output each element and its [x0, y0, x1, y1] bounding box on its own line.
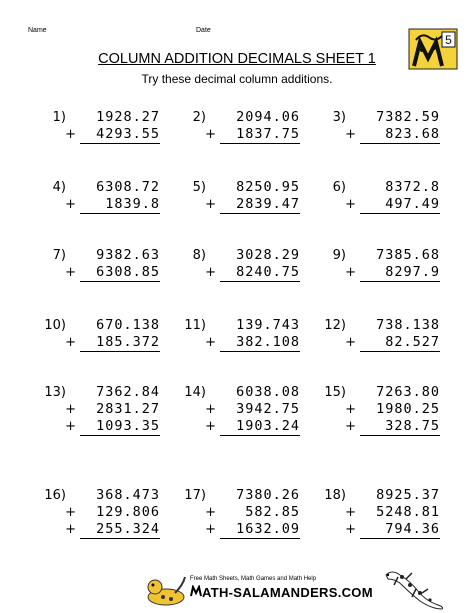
plus-sign-icon: +	[345, 265, 356, 280]
plus-sign-icon: +	[205, 265, 216, 280]
addend-value: 1632.09	[236, 521, 300, 537]
problem-number: 8)	[192, 248, 206, 263]
plus-sign-icon: +	[345, 522, 356, 537]
problem-number: 10)	[44, 318, 66, 333]
problem-15	[290, 385, 440, 475]
addend-value: 8297.9	[385, 264, 440, 280]
addend-line	[290, 401, 440, 419]
plus-sign-icon: +	[345, 335, 356, 350]
answer-line	[220, 435, 300, 436]
plus-sign-icon: +	[205, 419, 216, 434]
addend-line	[10, 126, 160, 144]
addend-line	[10, 521, 160, 539]
answer-line	[360, 351, 440, 352]
addend-value: 3028.29	[236, 247, 300, 263]
addend-value: 129.806	[96, 504, 160, 520]
addend-value: 8925.37	[376, 487, 440, 503]
problem-number: 3)	[332, 110, 346, 125]
problem-number: 9)	[332, 248, 346, 263]
addend-value: 382.108	[236, 334, 300, 350]
addend-value: 328.75	[385, 418, 440, 434]
addend-value: 4293.55	[96, 126, 160, 142]
addend-value: 185.372	[96, 334, 160, 350]
addend-value: 1980.25	[376, 401, 440, 417]
problem-number: 13)	[44, 385, 66, 400]
footer-salamander-icon	[145, 573, 187, 607]
addend-value: 9382.63	[96, 247, 160, 263]
plus-sign-icon: +	[205, 127, 216, 142]
addend-value: 6038.08	[236, 384, 300, 400]
addend-value: 823.68	[385, 126, 440, 142]
addend-value: 7382.59	[376, 109, 440, 125]
addend-value: 368.473	[96, 487, 160, 503]
problem-number: 1)	[52, 110, 66, 125]
addend-line	[150, 247, 300, 265]
plus-sign-icon: +	[345, 419, 356, 434]
addend-value: 2831.27	[96, 401, 160, 417]
problem-14	[150, 385, 300, 475]
addend-line	[290, 521, 440, 539]
addend-value: 6308.72	[96, 179, 160, 195]
answer-line	[220, 281, 300, 282]
problem-number: 12)	[324, 318, 346, 333]
plus-sign-icon: +	[345, 505, 356, 520]
addend-line	[290, 179, 440, 197]
addend-line	[150, 334, 300, 352]
addend-line	[290, 126, 440, 144]
addend-value: 670.138	[96, 317, 160, 333]
answer-line	[80, 351, 160, 352]
addend-value: 5248.81	[376, 504, 440, 520]
page-subtitle: Try these decimal column additions.	[141, 72, 333, 86]
answer-line	[80, 213, 160, 214]
addend-line	[150, 521, 300, 539]
addend-line	[150, 109, 300, 127]
plus-sign-icon: +	[205, 335, 216, 350]
answer-line	[80, 435, 160, 436]
addend-value: 7263.80	[376, 384, 440, 400]
addend-line	[150, 401, 300, 419]
answer-line	[360, 213, 440, 214]
answer-line	[220, 538, 300, 539]
addend-value: 582.85	[245, 504, 300, 520]
addend-value: 2094.06	[236, 109, 300, 125]
logo-badge-number: 5	[445, 33, 452, 47]
addend-value: 139.743	[236, 317, 300, 333]
addend-line	[290, 504, 440, 522]
addend-line	[10, 334, 160, 352]
plus-sign-icon: +	[205, 522, 216, 537]
answer-line	[80, 143, 160, 144]
addend-line	[150, 264, 300, 282]
addend-line	[10, 418, 160, 436]
brand-m-icon	[190, 585, 202, 597]
addend-line	[10, 196, 160, 214]
addend-line	[150, 384, 300, 402]
addend-value: 1903.24	[236, 418, 300, 434]
plus-sign-icon: +	[345, 197, 356, 212]
addend-value: 1093.35	[96, 418, 160, 434]
addend-line	[10, 384, 160, 402]
addend-value: 497.49	[385, 196, 440, 212]
plus-sign-icon: +	[65, 335, 76, 350]
answer-line	[360, 435, 440, 436]
addend-line	[10, 487, 160, 505]
brand-text: ATH-SALAMANDERS.COM	[202, 585, 373, 600]
addend-line	[290, 264, 440, 282]
addend-line	[290, 109, 440, 127]
addend-value: 794.36	[385, 521, 440, 537]
addend-line	[150, 179, 300, 197]
page-title: COLUMN ADDITION DECIMALS SHEET 1	[98, 51, 376, 67]
problem-number: 14)	[184, 385, 206, 400]
answer-line	[360, 538, 440, 539]
problem-17	[150, 488, 300, 578]
salamander-drawing-icon	[378, 565, 448, 610]
addend-value: 3942.75	[236, 401, 300, 417]
addend-value: 2839.47	[236, 196, 300, 212]
addend-value: 82.527	[385, 334, 440, 350]
addend-line	[290, 334, 440, 352]
answer-line	[220, 213, 300, 214]
problem-number: 7)	[52, 248, 66, 263]
addend-line	[150, 126, 300, 144]
plus-sign-icon: +	[205, 402, 216, 417]
addend-value: 255.324	[96, 521, 160, 537]
addend-line	[290, 196, 440, 214]
addend-line	[150, 418, 300, 436]
addend-line	[10, 109, 160, 127]
answer-line	[220, 351, 300, 352]
problem-number: 15)	[324, 385, 346, 400]
addend-line	[10, 401, 160, 419]
problem-number: 6)	[332, 180, 346, 195]
addend-value: 8372.8	[385, 179, 440, 195]
addend-line	[150, 196, 300, 214]
addend-value: 7362.84	[96, 384, 160, 400]
problem-16	[10, 488, 160, 578]
plus-sign-icon: +	[345, 402, 356, 417]
plus-sign-icon: +	[65, 265, 76, 280]
problem-number: 2)	[192, 110, 206, 125]
addend-line	[290, 317, 440, 335]
problem-number: 16)	[44, 488, 66, 503]
addend-line	[290, 487, 440, 505]
plus-sign-icon: +	[65, 505, 76, 520]
plus-sign-icon: +	[65, 402, 76, 417]
footer-brand[interactable]	[190, 585, 373, 600]
addend-line	[150, 504, 300, 522]
addend-value: 1928.27	[96, 109, 160, 125]
addend-value: 8240.75	[236, 264, 300, 280]
plus-sign-icon: +	[65, 127, 76, 142]
problem-number: 4)	[52, 180, 66, 195]
footer-tagline: Free Math Sheets, Math Games and Math Help	[190, 576, 317, 582]
addend-line	[10, 179, 160, 197]
answer-line	[80, 538, 160, 539]
problem-number: 17)	[184, 488, 206, 503]
plus-sign-icon: +	[65, 522, 76, 537]
addend-value: 7380.26	[236, 487, 300, 503]
problem-number: 5)	[192, 180, 206, 195]
addend-value: 738.138	[376, 317, 440, 333]
addend-value: 7385.68	[376, 247, 440, 263]
addend-line	[290, 418, 440, 436]
answer-line	[220, 143, 300, 144]
plus-sign-icon: +	[205, 505, 216, 520]
problem-13	[10, 385, 160, 475]
addend-value: 1837.75	[236, 126, 300, 142]
addend-value: 6308.85	[96, 264, 160, 280]
plus-sign-icon: +	[65, 197, 76, 212]
addend-line	[10, 317, 160, 335]
problem-number: 18)	[324, 488, 346, 503]
plus-sign-icon: +	[65, 419, 76, 434]
answer-line	[360, 143, 440, 144]
problem-number: 11)	[184, 318, 206, 333]
date-label: Date	[196, 27, 211, 34]
addend-line	[290, 247, 440, 265]
plus-sign-icon: +	[205, 197, 216, 212]
plus-sign-icon: +	[345, 127, 356, 142]
addend-line	[10, 264, 160, 282]
addend-line	[10, 247, 160, 265]
addend-line	[150, 487, 300, 505]
addend-line	[290, 384, 440, 402]
addend-value: 8250.95	[236, 179, 300, 195]
answer-line	[360, 281, 440, 282]
name-label: Name	[28, 27, 47, 34]
answer-line	[80, 281, 160, 282]
addend-value: 1839.8	[105, 196, 160, 212]
addend-line	[150, 317, 300, 335]
addend-line	[10, 504, 160, 522]
